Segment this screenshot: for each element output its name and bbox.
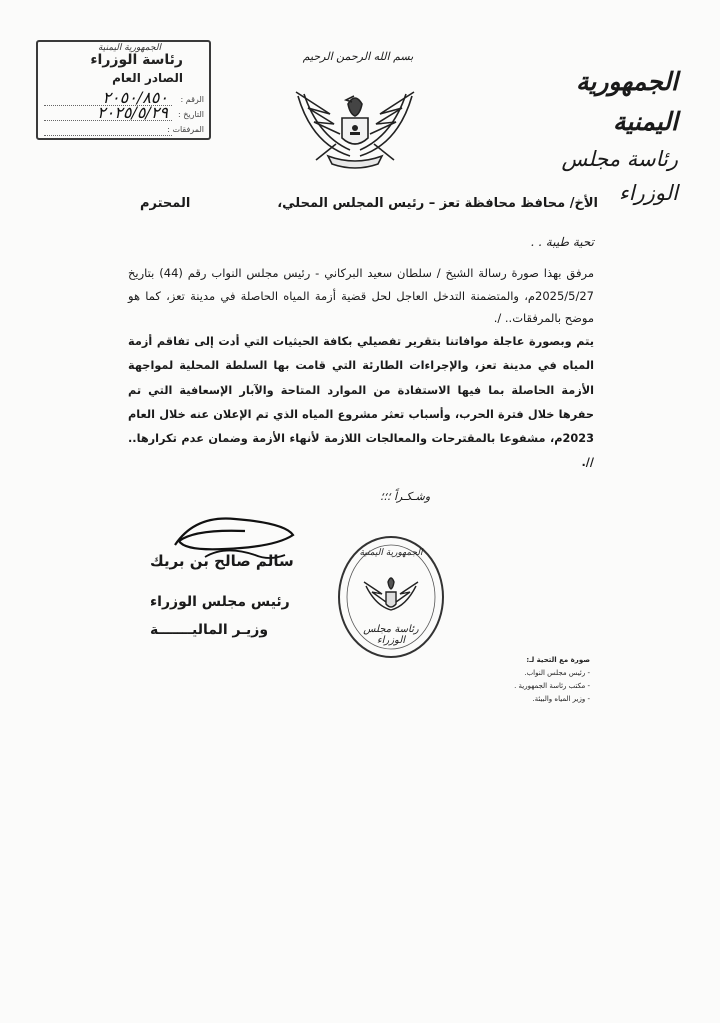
signer-title-finance: وزيـر الماليـــــــة <box>150 622 269 638</box>
copy-item: - رئيس مجلس النواب. <box>524 669 590 677</box>
reference-stamp <box>36 40 211 140</box>
closing-thanks: وشـكـراً ؛؛؛ <box>380 490 431 503</box>
stamp-registry: الصادر العام <box>112 71 183 85</box>
body-paragraph-1: مرفق بهذا صورة رسالة الشيخ / سلطان سعيد البركاني - رئيس مجلس النواب رقم (44) بتاريخ 2025/5/27م، والمتضمنة التدخل العاجل لحل قضية أزمة المياه الحاصلة في مدينة تعز، كما هو موضح بالمرفقات.. /. <box>128 266 594 325</box>
copies-heading: صورة مع التحية لـ: <box>526 656 590 664</box>
eagle-emblem-icon <box>290 74 420 170</box>
stamp-office: رئاسة الوزراء <box>90 52 183 68</box>
body-paragraph-2: يتم وبصورة عاجلة موافاتنا بتقرير تفصيلي بكافة الحيثيات التي أدت إلى تفاقم أزمة المياه في مدينة تعز، والإجراءات الطارئة التي قامت بها السلطة المحلية لمواجهة الأزمة الحاصلة بما فيها الاستفادة من الموارد المتاحة والآبار الإسعافية التي تم حفرها خلال فترة الحرب، وأسباب تعثر مشروع المياه الذي تم الإعلان عنه خلال العام 2023م، مشفوعا بالمقترحات والمعالجات اللازمة لأنهاء الأزمة وضمان عدم تكرارها.. //. <box>128 335 594 470</box>
presidency-title: رئاسة مجلس الوزراء <box>561 147 678 205</box>
reference-date-field <box>38 103 210 124</box>
stamp-country: الجمهورية اليمنية <box>97 43 161 53</box>
addressee-line: الأخ/ محافظ محافظة تعز – رئيس المجلس المحلي، <box>277 196 598 211</box>
reference-attachments-field <box>38 124 210 139</box>
reference-date-label: التاريخ : <box>177 110 204 119</box>
signer-title-pm: رئيس مجلس الوزراء <box>150 594 290 610</box>
republic-title: الجمهورية اليمنية <box>575 67 678 136</box>
seal-bottom-text: رئاسة مجلس الوزراء <box>363 624 419 646</box>
reference-attachments-label: المرفقات : <box>167 125 204 134</box>
copies-list <box>514 654 590 706</box>
copy-item: - وزير المياه والبيئة. <box>532 695 590 703</box>
greeting: تحية طيبة . . <box>530 235 594 249</box>
reference-number-value: ٢٠٥٠/٨٥٠ <box>102 88 168 107</box>
letterhead <box>508 62 678 210</box>
reference-date-value: ٢٠٢٥/٥/٢٩ <box>97 103 168 122</box>
basmala: بسم الله الرحمن الرحيم <box>302 50 414 63</box>
signer-name: سالم صالح بن بريك <box>150 552 294 570</box>
respected-label: المحترم <box>140 196 191 211</box>
signature-scribble-icon <box>165 505 305 585</box>
seal-top-text: الجمهورية اليمنية <box>359 548 423 558</box>
copy-item: - مكتب رئاسة الجمهورية . <box>514 682 590 690</box>
reference-number-label: الرقم : <box>180 95 204 104</box>
